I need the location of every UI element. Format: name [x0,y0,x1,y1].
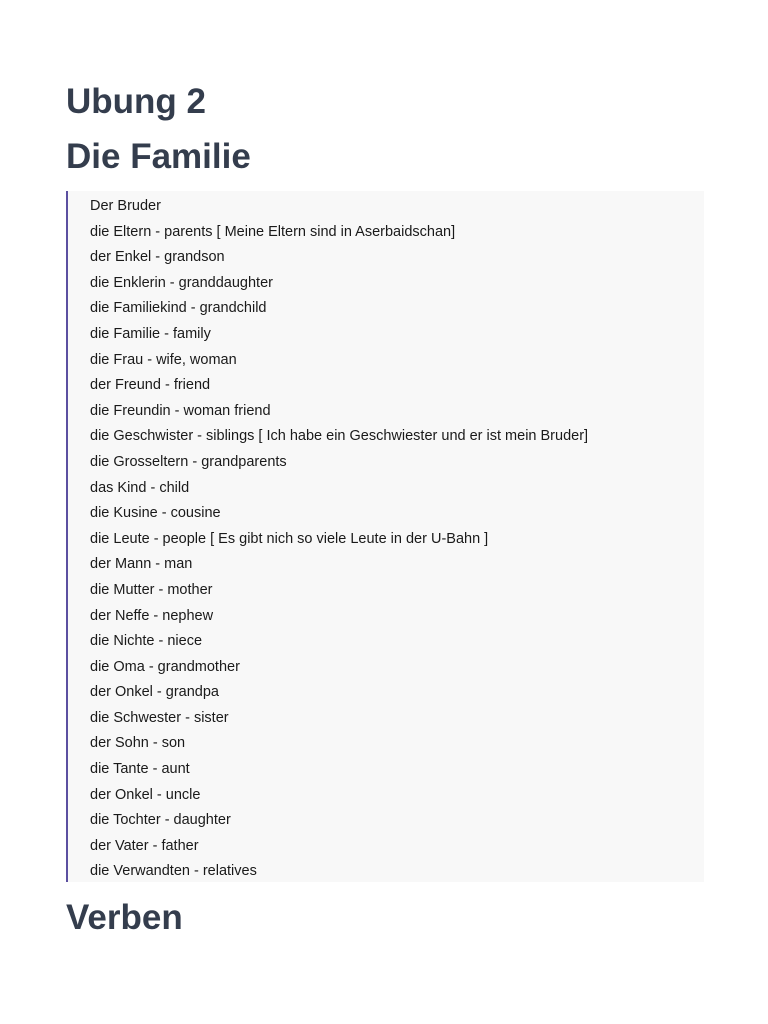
vocabulary-blockquote [66,191,704,882]
vocabulary-item: der Freund - friend [90,377,211,394]
vocabulary-list [90,194,588,885]
vocabulary-item: der Neffe - nephew [90,607,214,624]
vocabulary-item: die Kusine - cousine [90,505,221,522]
vocabulary-item: die Mutter - mother [90,581,213,598]
vocabulary-item: die Nichte - niece [90,633,203,650]
verbs-section-heading: Verben [66,898,183,937]
vocabulary-item: die Tochter - daughter [90,812,231,829]
vocabulary-item: die Geschwister - siblings [ Ich habe ein Geschwiester und er ist mein Bruder] [90,428,589,445]
vocabulary-item: die Tante - aunt [90,761,190,778]
vocabulary-item: die Eltern - parents [ Meine Eltern sind in Aserbaidschan] [90,223,456,240]
vocabulary-item: Der Bruder [90,198,161,214]
vocabulary-item: der Sohn - son [90,735,186,752]
topic-heading: Die Familie [66,137,251,176]
vocabulary-item: der Enkel - grandson [90,249,225,266]
vocabulary-item: die Oma - grandmother [90,658,240,675]
vocabulary-item: die Familie - family [90,325,211,342]
vocabulary-item: die Leute - people [ Es gibt nich so viele Leute in der U-Bahn ] [90,530,489,547]
vocabulary-item: das Kind - child [90,479,190,496]
vocabulary-item: die Familiekind - grandchild [90,300,267,317]
exercise-heading: Ubung 2 [66,82,206,121]
vocabulary-item: die Freundin - woman friend [90,402,271,419]
vocabulary-item: der Onkel - uncle [90,786,201,803]
vocabulary-item: die Grosseltern - grandparents [90,453,287,470]
vocabulary-item: der Vater - father [90,837,199,854]
vocabulary-item: der Onkel - grandpa [90,684,219,701]
vocabulary-item: der Mann - man [90,556,193,573]
vocabulary-item: die Frau - wife, woman [90,351,237,368]
vocabulary-item: die Verwandten - relatives [90,863,257,880]
vocabulary-item: die Schwester - sister [90,709,229,726]
vocabulary-item: die Enklerin - granddaughter [90,274,273,291]
